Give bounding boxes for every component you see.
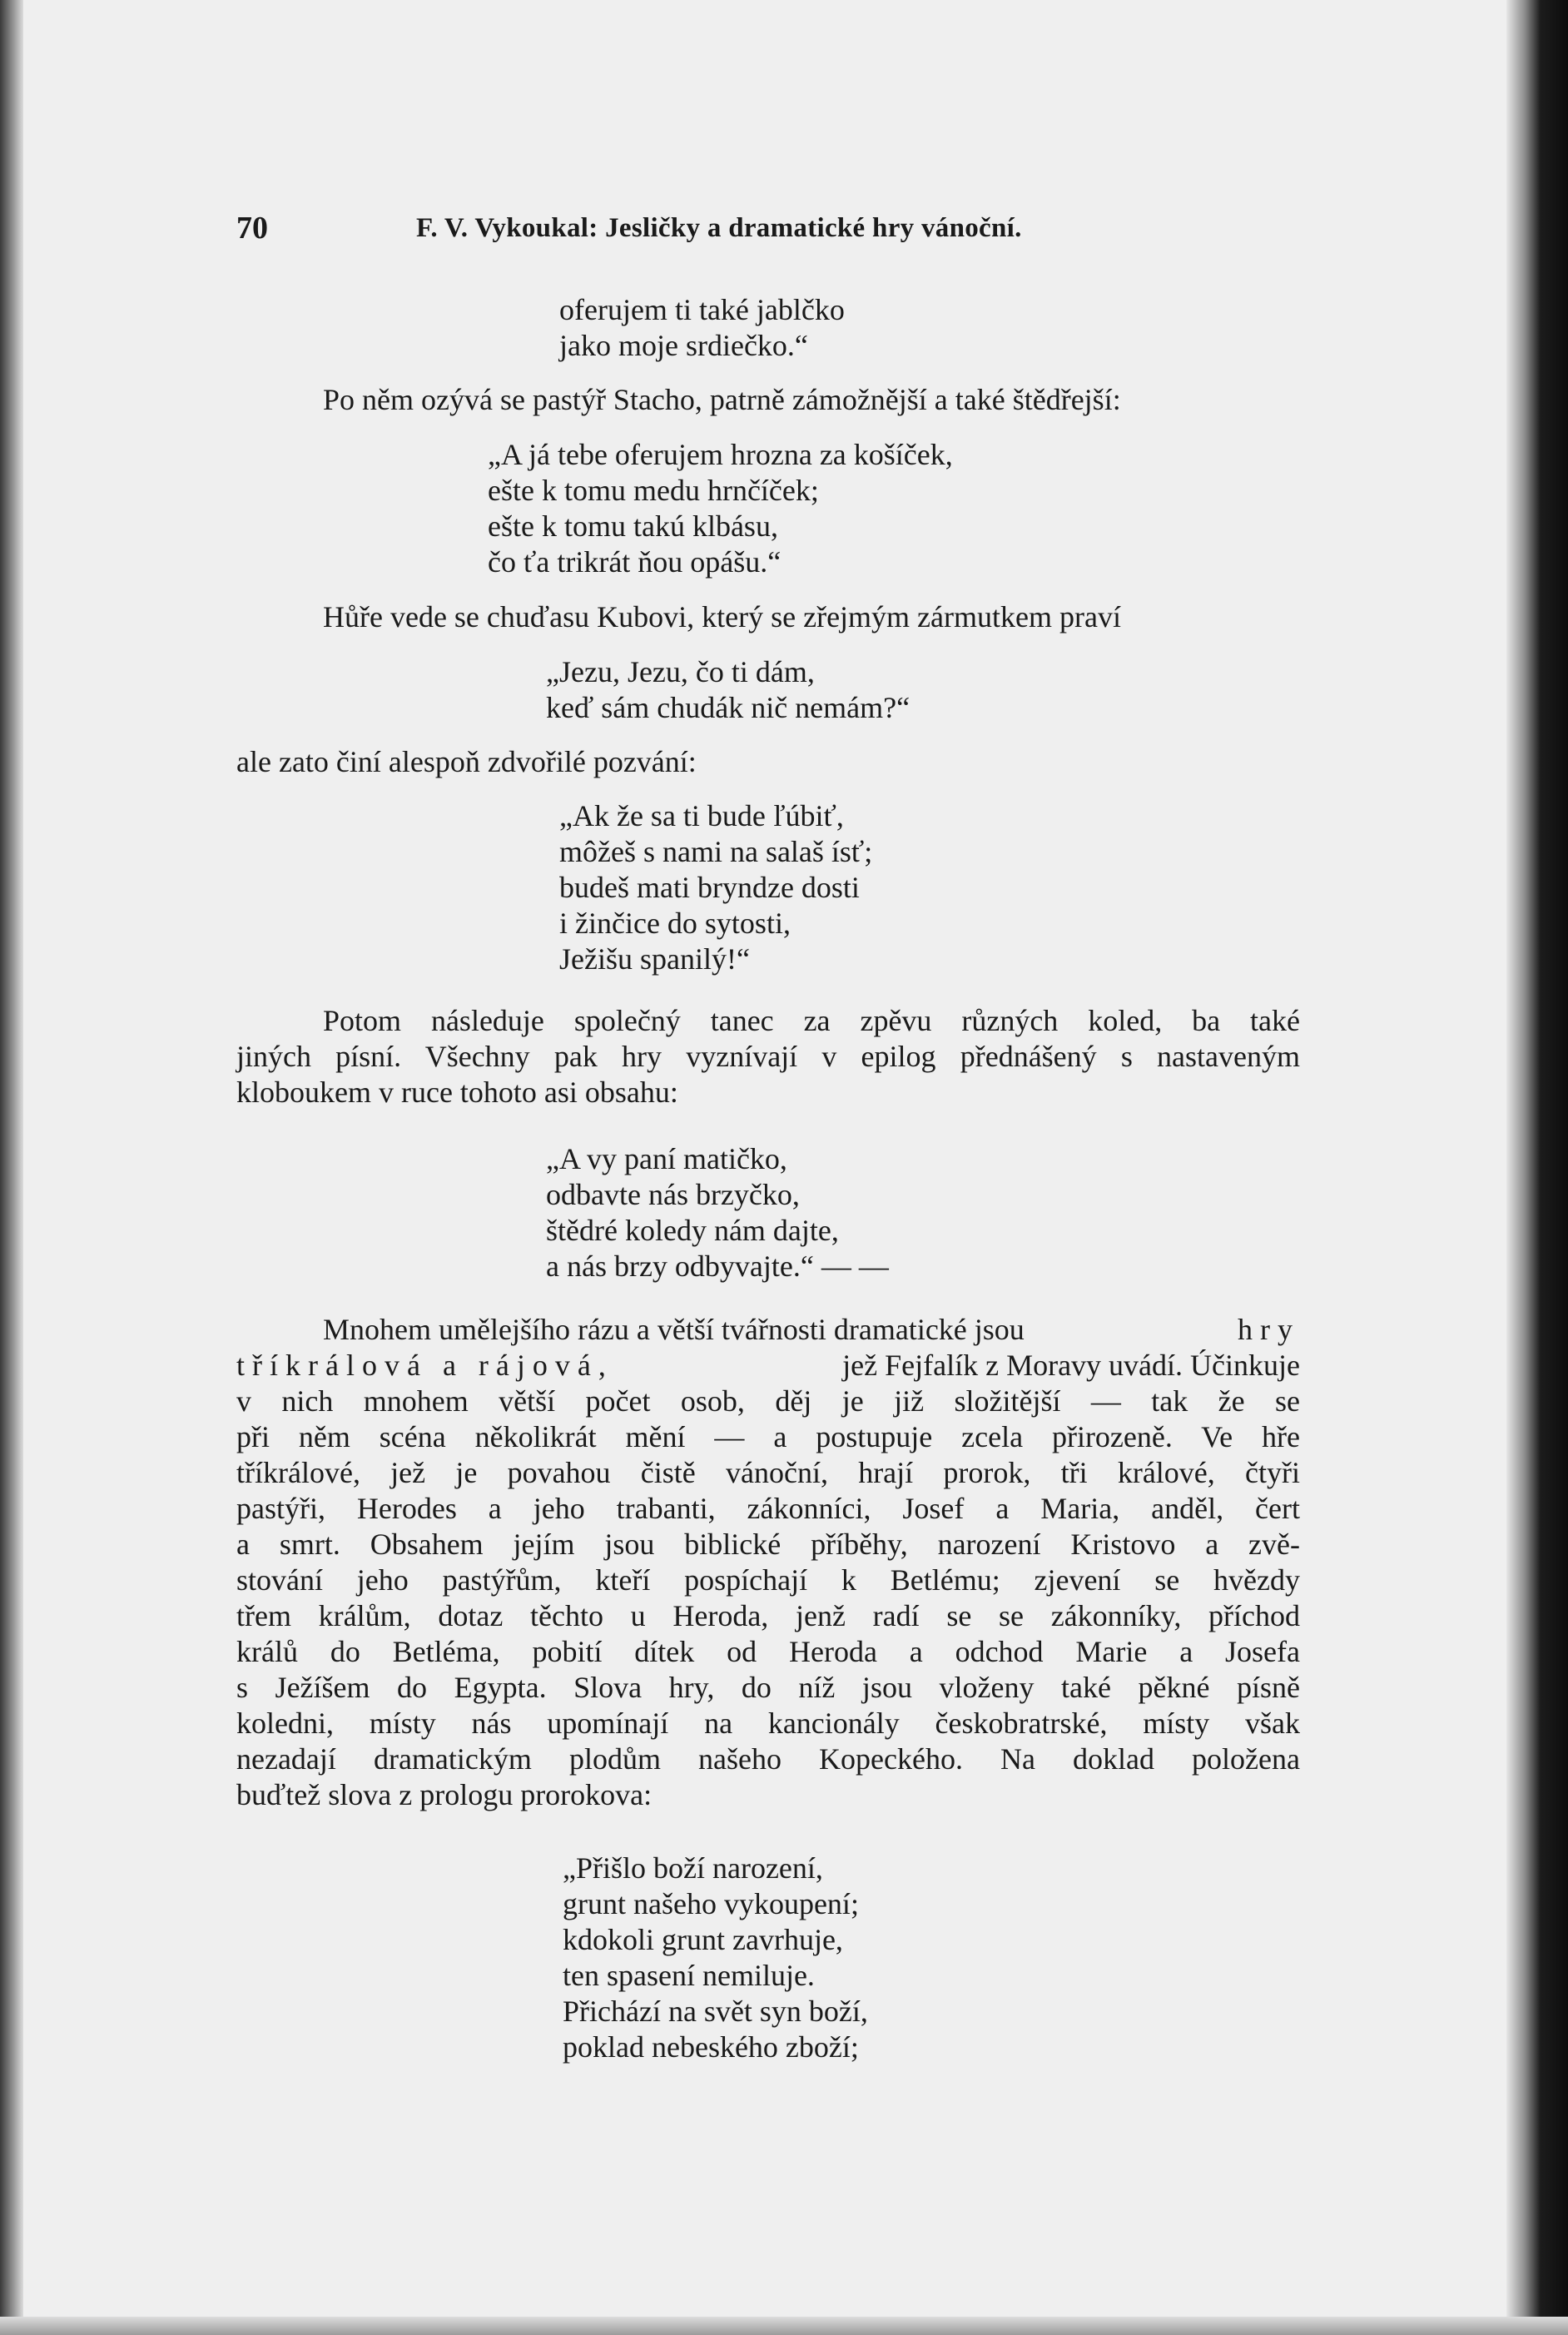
prose-line: v nich mnohem větší počet osob, děj je již složitější — tak že se [236, 1384, 1300, 1418]
prose-line [323, 1311, 1300, 1348]
verse-line: „Jezu, Jezu, čo ti dám, [546, 655, 815, 688]
verse-line: ešte k tomu medu hrnčíček; [488, 474, 819, 507]
page-number: 70 [236, 211, 268, 246]
running-title: F. V. Vykoukal: Jesličky a dramatické hry vánoční. [416, 213, 1022, 243]
verse-line: Přichází na svět syn boží, [563, 1995, 868, 2028]
verse-line: môžeš s nami na salaš ísť; [559, 835, 873, 868]
prose-line: buďtež slova z prologu prorokova: [236, 1778, 653, 1811]
verse-line: oferujem ti také jablčko [559, 293, 845, 326]
prose-text: Mnohem umělejšího rázu a větší tvářnosti dramatické jsou [323, 1313, 1025, 1346]
prose-line: ale zato činí alespoň zdvořilé pozvání: [236, 745, 697, 778]
verse-line: štědré koledy nám dajte, [546, 1214, 839, 1247]
prose-line: s Ježíšem do Egypta. Slova hry, do níž jsou vloženy také pěkné písně [236, 1671, 1300, 1704]
verse-line: budeš mati bryndze dosti [559, 871, 860, 904]
verse-line: odbavte nás brzyčko, [546, 1178, 800, 1211]
verse-line: poklad nebeského zboží; [563, 2030, 859, 2064]
verse-line: kdokoli grunt zavrhuje, [563, 1923, 843, 1956]
prose-line: při něm scéna několikrát mění — a postupuje zcela přirozeně. Ve hře [236, 1420, 1300, 1453]
verse-line: „A vy paní matičko, [546, 1142, 787, 1175]
prose-line: kloboukem v ruce tohoto asi obsahu: [236, 1076, 678, 1109]
page-header [236, 210, 1302, 251]
prose-line: jiných písní. Všechny pak hry vyznívají v epilog přednášený s nastaveným [236, 1040, 1300, 1073]
prose-line [236, 1347, 1300, 1384]
spaced-emphasis: hry [1238, 1313, 1300, 1346]
prose-line: Hůře vede se chuďasu Kubovi, který se zřejmým zármutkem praví [323, 600, 1121, 633]
verse-line: „Ak že sa ti bude ľúbiť, [559, 799, 844, 832]
prose-text: jež Fejfalík z Moravy uvádí. Účinkuje [842, 1349, 1300, 1382]
verse-line: i žinčice do sytosti, [559, 907, 791, 940]
prose-line: králů do Betléma, pobití dítek od Heroda a odchod Marie a Josefa [236, 1635, 1300, 1668]
prose-line: stování jeho pastýřům, kteří pospíchají k Betlému; zjevení se hvězdy [236, 1563, 1300, 1597]
verse-line: a nás brzy odbyvajte.“ — — [546, 1249, 889, 1283]
verse-line: ešte k tomu takú klbásu, [488, 509, 778, 543]
verse-line: keď sám chudák nič nemám?“ [546, 691, 911, 724]
prose-line: pastýři, Herodes a jeho trabanti, zákonníci, Josef a Maria, anděl, čert [236, 1492, 1300, 1525]
verse-line: „A já tebe oferujem hrozna za košíček, [488, 438, 953, 471]
verse-line: čo ťa trikrát ňou opášu.“ [488, 545, 782, 579]
prose-line: tříkrálové, jež je povahou čistě vánoční, hrají prorok, tři králové, čtyři [236, 1456, 1300, 1489]
verse-line: „Přišlo boží narození, [563, 1851, 823, 1885]
verse-line: ten spasení nemiluje. [563, 1959, 815, 1992]
prose-line: nezadají dramatickým plodům našeho Kopeckého. Na doklad položena [236, 1742, 1300, 1776]
verse-line: Ježišu spanilý!“ [559, 942, 750, 976]
prose-line: Potom následuje společný tanec za zpěvu různých koled, ba také [323, 1004, 1300, 1037]
verse-line: grunt našeho vykoupení; [563, 1887, 859, 1920]
prose-line: a smrt. Obsahem jejím jsou biblické příběhy, narození Kristovo a zvě- [236, 1528, 1300, 1561]
prose-line: koledni, místy nás upomínají na kancionály českobratrské, místy však [236, 1707, 1300, 1740]
spaced-emphasis: tříkrálová a rájová, [236, 1349, 613, 1382]
verse-line: jako moje srdiečko.“ [559, 329, 808, 362]
prose-line: třem králům, dotaz těchto u Heroda, jenž radí se se zákonníky, příchod [236, 1599, 1300, 1632]
prose-line: Po něm ozývá se pastýř Stacho, patrně zámožnější a také štědřejší: [323, 383, 1121, 416]
